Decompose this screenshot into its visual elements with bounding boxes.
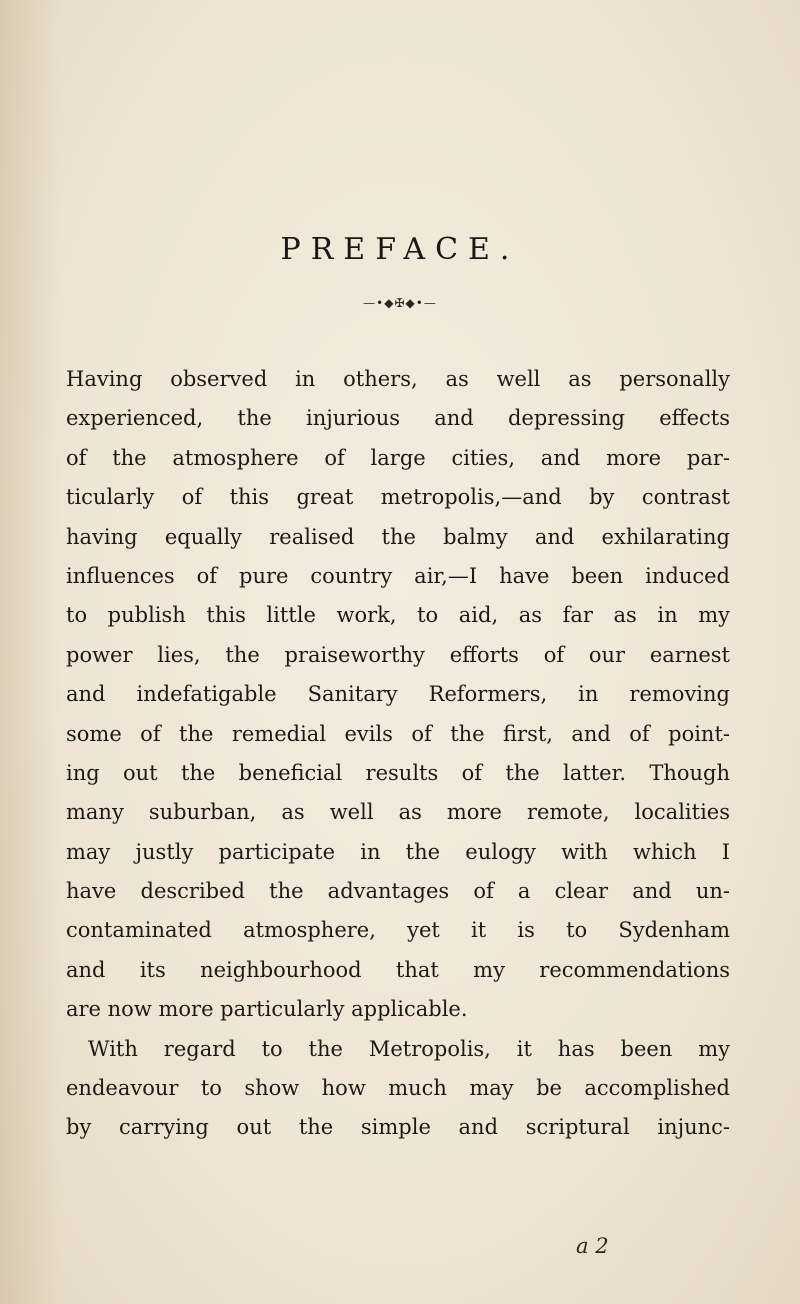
text-line: by carrying out the simple and scriptural injunc- [66, 1115, 730, 1140]
text-line: With regard to the Metropolis, it has been my [88, 1036, 730, 1061]
page-edge-stain [0, 0, 60, 1304]
ornament-divider: —•◆✠◆•— [363, 296, 437, 310]
signature-mark: a 2 [576, 1234, 609, 1258]
text-line: endeavour to show how much may be accomplished [66, 1076, 730, 1101]
paragraph-2 [66, 1030, 730, 1148]
text-line: power lies, the praiseworthy efforts of our earnest [66, 642, 730, 667]
text-line: ing out the beneficial results of the latter. Though [66, 760, 730, 785]
text-line: contaminated atmosphere, yet it is to Sydenham [66, 918, 730, 943]
text-line: and its neighbourhood that my recommendations [66, 957, 730, 982]
text-line: ticularly of this great metropolis,—and by contrast [66, 485, 730, 510]
paragraph-1 [66, 360, 730, 1030]
text-line: have described the advantages of a clear and un- [66, 879, 730, 904]
text-line: and indefatigable Sanitary Reformers, in removing [66, 682, 730, 707]
page-heading: PREFACE. [280, 232, 520, 267]
text-line: are now more particularly applicable. [66, 997, 468, 1022]
text-line: Having observed in others, as well as personally [66, 367, 730, 391]
text-line: to publish this little work, to aid, as far as in my [66, 603, 730, 628]
text-line: some of the remedial evils of the first, and of point- [66, 721, 730, 746]
text-line: may justly participate in the eulogy with which I [66, 839, 730, 864]
text-line: many suburban, as well as more remote, localities [66, 800, 730, 825]
text-line: having equally realised the balmy and exhilarating [66, 524, 730, 549]
text-line: of the atmosphere of large cities, and more par- [66, 445, 730, 470]
text-line: influences of pure country air,—I have been induced [66, 563, 730, 588]
preface-text [66, 360, 730, 1148]
text-line: experienced, the injurious and depressing effects [66, 406, 730, 431]
